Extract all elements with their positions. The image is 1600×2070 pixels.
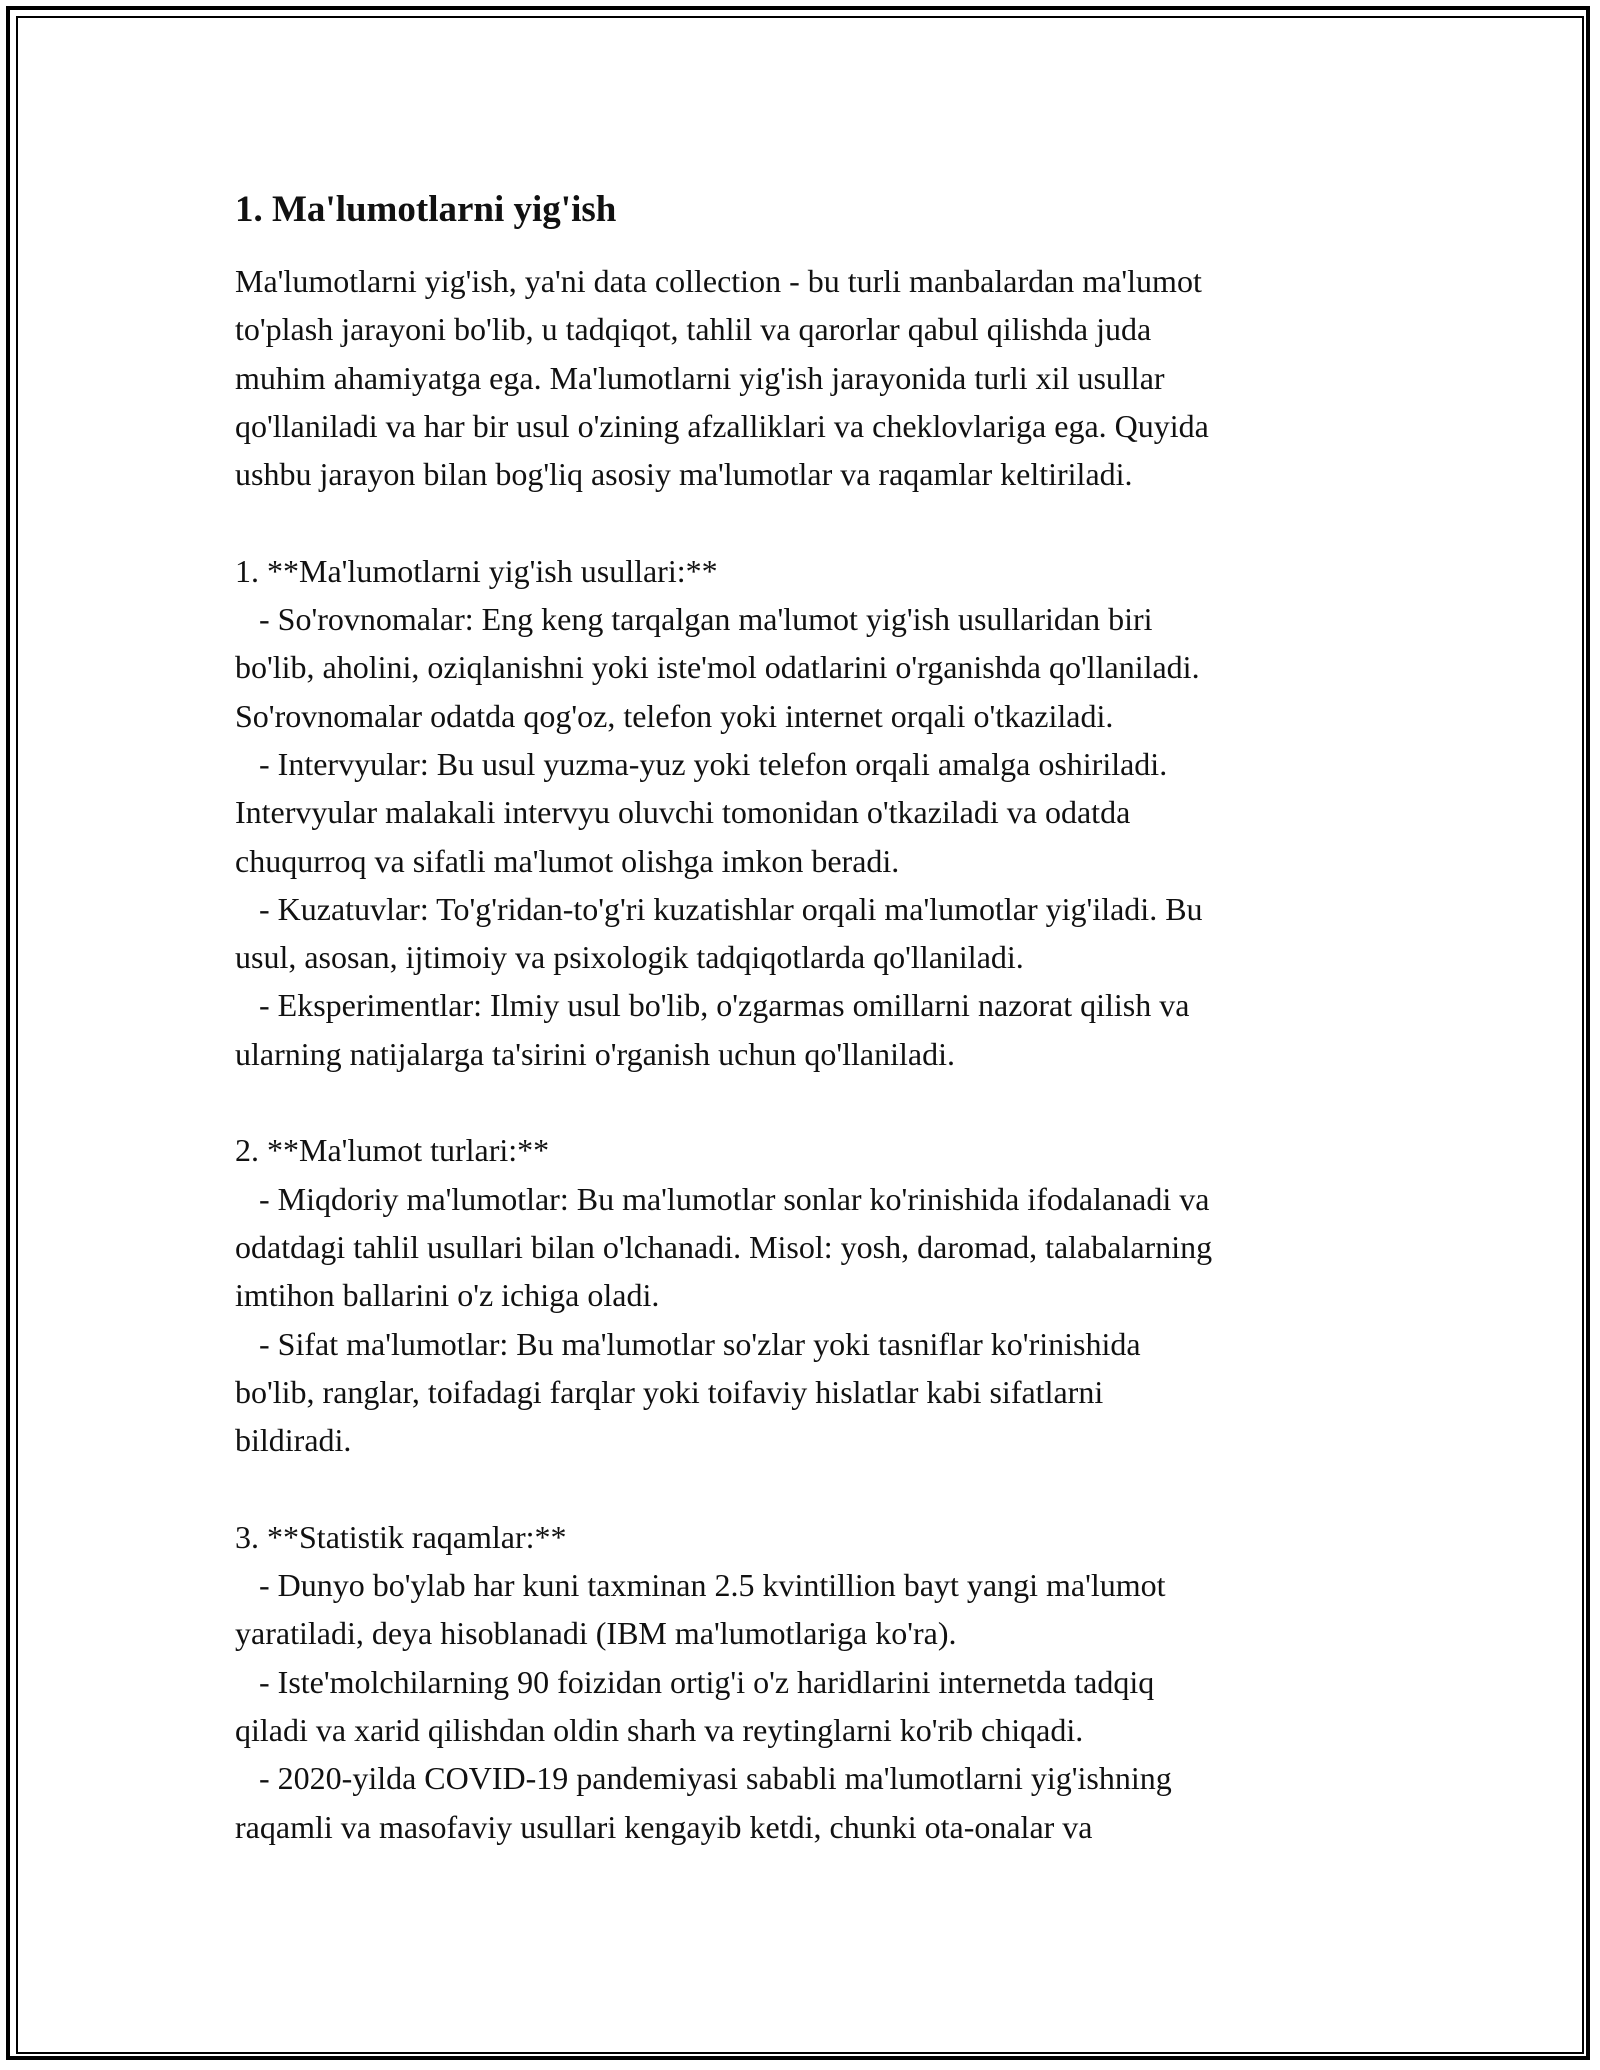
text-line: - Intervyular: Bu usul yuzma-yuz yoki telefon orqali amalga oshiriladi. xyxy=(235,745,1168,782)
text-line: to'plash jarayoni bo'lib, u tadqiqot, tahlil va qarorlar qabul qilishda juda xyxy=(235,311,1152,348)
text-line: qiladi va xarid qilishdan oldin sharh va reytinglarni ko'rib chiqadi. xyxy=(235,1711,1084,1748)
blank-line xyxy=(235,1078,1375,1126)
section-heading: 3. **Statistik raqamlar:** xyxy=(235,1518,567,1555)
text-line: - Eksperimentlar: Ilmiy usul bo'lib, o'zgarmas omillarni nazorat qilish va xyxy=(235,987,1190,1024)
section-collection-methods xyxy=(235,547,1375,1078)
text-line: - Iste'molchilarning 90 foizidan ortig'i o'z haridlarini internetda tadqiq xyxy=(235,1663,1155,1700)
text-line: raqamli va masofaviy usullari kengayib ketdi, chunki ota-onalar va xyxy=(235,1808,1093,1845)
text-line: ularning natijalarga ta'sirini o'rganish uchun qo'llaniladi. xyxy=(235,1035,955,1072)
intro-paragraph xyxy=(235,257,1375,498)
page-title: 1. Ma'lumotlarni yig'ish xyxy=(235,189,617,230)
text-line: Intervyular malakali intervyu oluvchi tomonidan o'tkaziladi va odatda xyxy=(235,794,1131,831)
document-body xyxy=(235,185,1375,1851)
section-heading: 1. **Ma'lumotlarni yig'ish usullari:** xyxy=(235,552,718,589)
text-line: ushbu jarayon bilan bog'liq asosiy ma'lumotlar va raqamlar keltiriladi. xyxy=(235,456,1133,493)
text-line: bo'lib, aholini, oziqlanishni yoki iste'mol odatlarini o'rganishda qo'llaniladi. xyxy=(235,649,1200,686)
blank-line xyxy=(235,498,1375,546)
text-line: - So'rovnomalar: Eng keng tarqalgan ma'lumot yig'ish usullaridan biri xyxy=(235,601,1153,638)
text-line: qo'llaniladi va har bir usul o'zining afzalliklari va cheklovlariga ega. Quyida xyxy=(235,407,1209,444)
text-line: bo'lib, ranglar, toifadagi farqlar yoki toifaviy hislatlar kabi sifatlarni xyxy=(235,1373,1104,1410)
text-line: odatdagi tahlil usullari bilan o'lchanadi. Misol: yosh, daromad, talabalarning xyxy=(235,1228,1213,1265)
text-line: - Kuzatuvlar: To'g'ridan-to'g'ri kuzatishlar orqali ma'lumotlar yig'iladi. Bu xyxy=(235,890,1203,927)
text-line: Ma'lumotlarni yig'ish, ya'ni data collection - bu turli manbalardan ma'lumot xyxy=(235,263,1202,299)
section-data-types xyxy=(235,1126,1375,1464)
text-line: yaratiladi, deya hisoblanadi (IBM ma'lumotlariga ko'ra). xyxy=(235,1615,957,1652)
text-line: - Dunyo bo'ylab har kuni taxminan 2.5 kvintillion bayt yangi ma'lumot xyxy=(235,1567,1166,1604)
text-line: usul, asosan, ijtimoiy va psixologik tadqiqotlarda qo'llaniladi. xyxy=(235,939,1024,976)
text-line: bildiradi. xyxy=(235,1422,352,1459)
text-line: chuqurroq va sifatli ma'lumot olishga imkon beradi. xyxy=(235,842,900,879)
text-line: - Miqdoriy ma'lumotlar: Bu ma'lumotlar sonlar ko'rinishida ifodalanadi va xyxy=(235,1180,1210,1217)
text-line: So'rovnomalar odatda qog'oz, telefon yoki internet orqali o'tkaziladi. xyxy=(235,697,1114,734)
section-heading: 2. **Ma'lumot turlari:** xyxy=(235,1132,550,1169)
text-line: muhim ahamiyatga ega. Ma'lumotlarni yig'ish jarayonida turli xil usullar xyxy=(235,359,1165,396)
section-statistics xyxy=(235,1513,1375,1851)
text-line: imtihon ballarini o'z ichiga oladi. xyxy=(235,1277,660,1314)
text-line: - Sifat ma'lumotlar: Bu ma'lumotlar so'zlar yoki tasniflar ko'rinishida xyxy=(235,1325,1141,1362)
blank-line xyxy=(235,1464,1375,1512)
text-line: - 2020-yilda COVID-19 pandemiyasi sababli ma'lumotlarni yig'ishning xyxy=(235,1760,1172,1797)
